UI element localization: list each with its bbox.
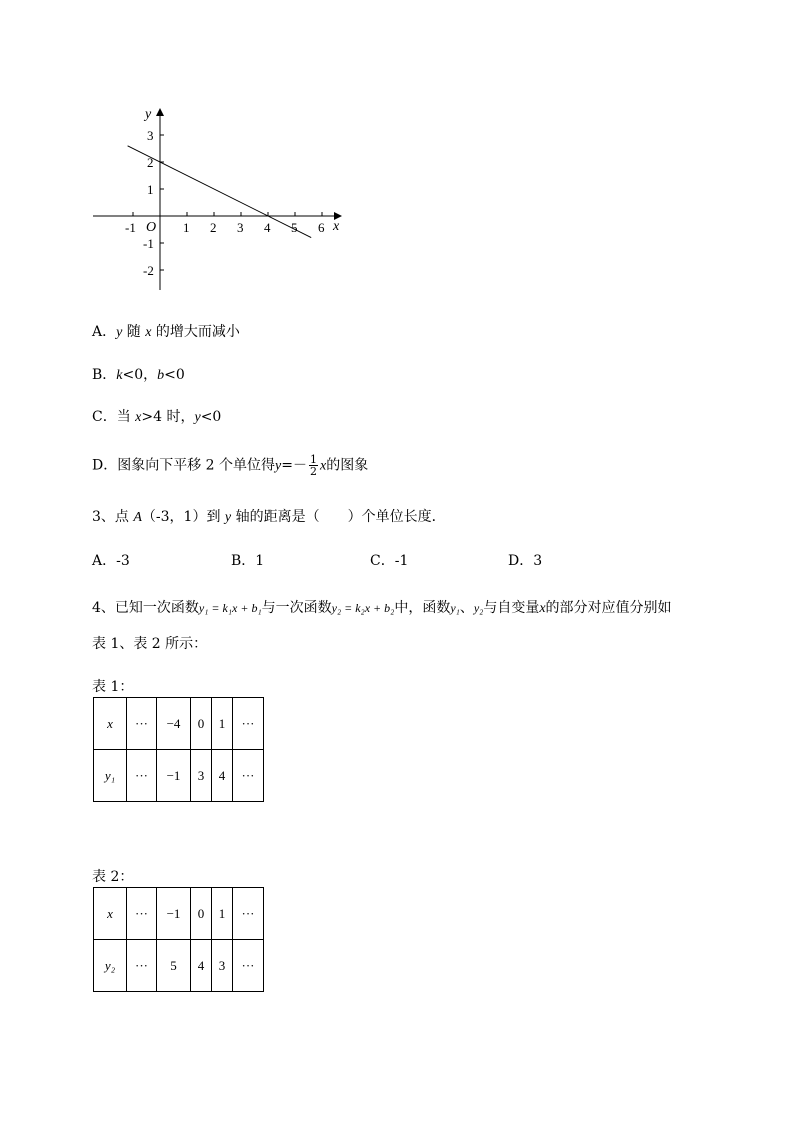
x-tick-label: 6	[318, 220, 325, 235]
table-cell: ···	[127, 750, 157, 802]
option-d: D．图象向下平移 2 个单位得y=－ $\frac{1}{2}$ x的图象	[92, 453, 369, 478]
y-tick-label: -1	[143, 236, 154, 251]
y-tick-label: -2	[143, 263, 154, 278]
y-tick-label: 2	[147, 155, 154, 170]
table-cell: ···	[233, 940, 264, 992]
y-tick-label: 3	[147, 128, 154, 143]
table-cell: ···	[233, 750, 264, 802]
table-cell: y₂	[94, 940, 127, 992]
table-cell: 4	[212, 750, 233, 802]
q3-option-a: A．-3	[92, 553, 130, 569]
table-cell: 1	[212, 698, 233, 750]
x-tick-label: 3	[237, 220, 244, 235]
table-cell: ···	[127, 698, 157, 750]
x-axis-label: x	[333, 219, 340, 234]
table-cell: 3	[212, 940, 233, 992]
table-row	[94, 698, 264, 750]
option-c: C．当 x>4 时，y<0	[92, 409, 222, 425]
table-1	[93, 697, 264, 802]
option-a: A．y 随 x 的增大而减小	[92, 324, 240, 340]
axis-ticks	[133, 135, 322, 270]
q3-option-b: B．1	[231, 553, 265, 569]
origin-label: O	[146, 220, 157, 235]
table-cell: x	[94, 888, 127, 940]
question-4-line-1: 4、已知一次函数y₁ = k₁x + b₁与一次函数y₂ = k₂x + b₂中，函数y₁、y₂与自变量x的部分对应值分别如	[92, 600, 672, 616]
table-cell: 4	[191, 940, 212, 992]
q3-option-d: D．3	[508, 553, 543, 569]
table-cell: ···	[127, 888, 157, 940]
y-tick-labels	[143, 128, 157, 278]
fraction-one-half: $\frac{1}{2}$	[310, 453, 317, 478]
table-cell: y₁	[94, 750, 127, 802]
table-cell: 1	[212, 888, 233, 940]
y-tick-label: 1	[147, 182, 154, 197]
table-cell: ···	[233, 698, 264, 750]
table-cell: 5	[157, 940, 191, 992]
table-cell: ···	[233, 888, 264, 940]
table-cell: −1	[157, 888, 191, 940]
x-tick-label: 2	[210, 220, 217, 235]
table-row	[94, 888, 264, 940]
table-cell: x	[94, 698, 127, 750]
table-cell: −4	[157, 698, 191, 750]
table-cell: 0	[191, 888, 212, 940]
table-row	[94, 750, 264, 802]
table-cell: −1	[157, 750, 191, 802]
option-b: B．k<0，b<0	[92, 367, 185, 383]
table-cell: 0	[191, 698, 212, 750]
coordinate-graph	[90, 100, 350, 295]
x-tick-label: 4	[264, 220, 271, 235]
x-tick-label: -1	[125, 220, 136, 235]
table-cell: 3	[191, 750, 212, 802]
table-2	[93, 887, 264, 992]
x-tick-label: 1	[183, 220, 190, 235]
y-axis-label: y	[145, 107, 152, 122]
table-row	[94, 940, 264, 992]
question-3: 3、点 A（-3，1）到 y 轴的距离是（ ）个单位长度．	[92, 509, 446, 525]
question-4-line-2: 表 1、表 2 所示：	[92, 636, 208, 652]
table-cell: ···	[127, 940, 157, 992]
q3-option-c: C．-1	[370, 553, 409, 569]
x-tick-label: 5	[291, 220, 298, 235]
table-2-label: 表 2：	[92, 869, 134, 885]
table-1-label: 表 1：	[92, 679, 134, 695]
